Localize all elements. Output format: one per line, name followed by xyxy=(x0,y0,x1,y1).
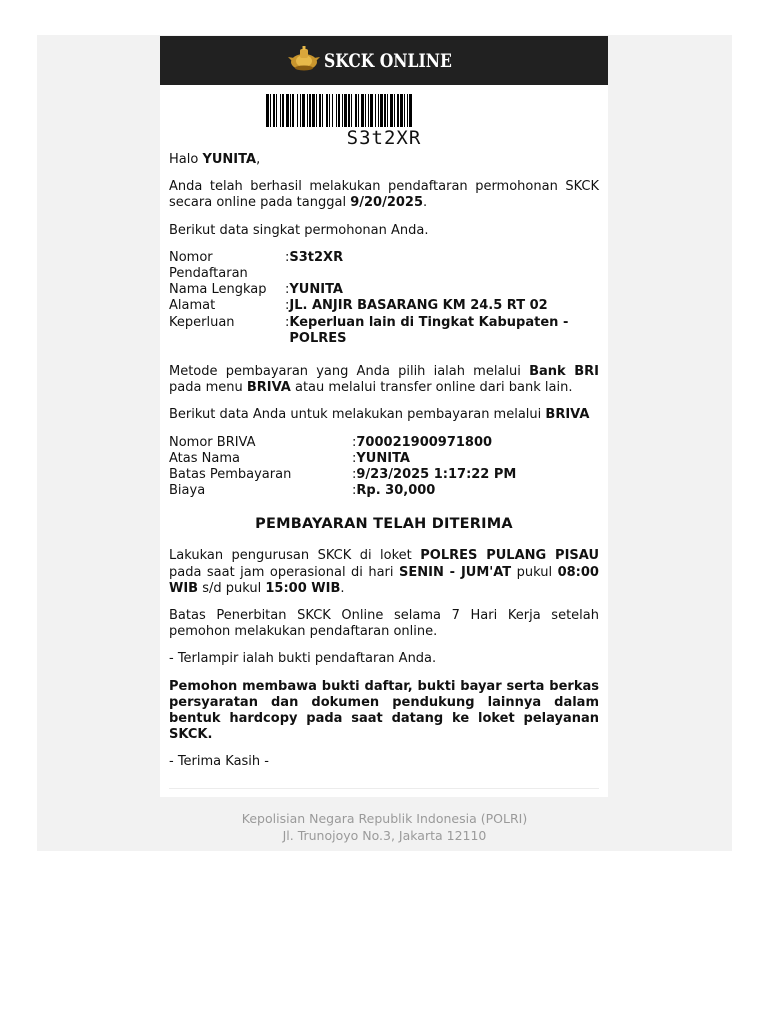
skck-logo xyxy=(288,45,480,77)
footer-address: Jl. Trunojoyo No.3, Jakarta 12110 xyxy=(282,827,487,843)
intro-end: . xyxy=(423,195,428,211)
row-value: YUNITA xyxy=(289,282,343,298)
row-separator: : xyxy=(285,314,290,330)
table-row xyxy=(169,451,516,467)
payment-method-text: Metode pembayaran yang Anda pilih ialah melalui xyxy=(169,364,530,380)
table-row xyxy=(169,282,599,298)
email-card xyxy=(160,36,608,797)
payment-method-text: pada menu xyxy=(169,380,247,396)
table-row xyxy=(169,467,516,483)
payment-method-paragraph xyxy=(169,364,599,396)
barcode-image xyxy=(266,94,502,127)
payment-method-text: atau melalui transfer online dari bank lain. xyxy=(290,380,573,396)
row-separator: : xyxy=(352,483,357,499)
service-office: POLRES PULANG PISAU xyxy=(420,548,600,564)
intro-paragraph xyxy=(169,179,599,211)
row-value: S3t2XR xyxy=(289,249,344,265)
table-row xyxy=(169,315,599,347)
payment-table xyxy=(169,435,516,500)
payment-intro-method: BRIVA xyxy=(545,407,590,423)
instructions-text: . xyxy=(340,580,345,596)
table-row xyxy=(169,298,599,314)
table-row xyxy=(169,483,516,499)
greeting-prefix: Halo xyxy=(169,152,203,167)
email-header xyxy=(160,36,608,85)
registration-barcode xyxy=(160,94,608,149)
table-row xyxy=(169,250,599,282)
registration-date: 9/20/2025 xyxy=(350,195,424,211)
polri-emblem-icon xyxy=(288,45,320,77)
table-row xyxy=(169,435,516,451)
instructions-text: Lakukan pengurusan SKCK di loket xyxy=(169,548,421,564)
instructions-text: pukul xyxy=(511,564,558,580)
row-separator: : xyxy=(352,450,357,466)
greeting-suffix: , xyxy=(256,152,261,167)
row-value: Rp. 30,000 xyxy=(356,483,436,499)
row-separator: : xyxy=(352,434,357,450)
payment-intro xyxy=(169,407,599,423)
row-label: Nama Lengkap xyxy=(169,282,267,298)
instructions-text: pada saat jam operasional di hari xyxy=(169,564,399,580)
row-separator: : xyxy=(285,249,290,265)
payment-intro-text: Berikut data Anda untuk melakukan pembayaran melalui xyxy=(169,407,546,423)
email-footer xyxy=(37,811,732,844)
brand-title: SKCK ONLINE xyxy=(324,49,452,72)
row-label: Biaya xyxy=(169,483,206,499)
row-value: Keperluan lain di Tingkat Kabupaten - POLRES xyxy=(289,314,569,346)
application-table xyxy=(169,250,599,347)
row-label: Batas Pembayaran xyxy=(169,467,292,483)
reminder-note: Pemohon membawa bukti daftar, bukti bayar serta berkas persyaratan dan dokumen pendukung lainnya dalam bentuk hardcopy pada saat datang ke loket pelayanan SKCK. xyxy=(169,678,599,743)
service-days: SENIN - JUM'AT xyxy=(398,564,512,580)
intro-text: Anda telah berhasil melakukan pendaftaran permohonan SKCK secara online pada tanggal xyxy=(169,179,599,211)
row-label: Keperluan xyxy=(169,314,235,330)
summary-intro: Berikut data singkat permohonan Anda. xyxy=(169,222,429,238)
payment-menu: BRIVA xyxy=(246,380,291,396)
row-value: 9/23/2025 1:17:22 PM xyxy=(356,467,517,483)
email-background xyxy=(37,35,732,851)
row-value: JL. ANJIR BASARANG KM 24.5 RT 02 xyxy=(289,298,548,314)
row-label: Nomor Pendaftaran xyxy=(169,249,248,282)
attachment-note: - Terlampir ialah bukti pendaftaran Anda. xyxy=(169,651,437,667)
instructions-paragraph xyxy=(169,548,599,597)
closing-text: - Terima Kasih - xyxy=(169,754,269,770)
row-separator: : xyxy=(352,467,357,483)
row-value: 700021900971800 xyxy=(356,434,493,450)
payment-status-title: PEMBAYARAN TELAH DITERIMA xyxy=(255,516,513,533)
barcode-code: S3t2XR xyxy=(346,127,422,149)
email-body xyxy=(160,152,608,789)
deadline-note: Batas Penerbitan SKCK Online selama 7 Hari Kerja setelah pemohon melakukan pendaftaran online. xyxy=(169,608,599,640)
greeting-name: YUNITA xyxy=(202,152,257,167)
row-label: Nomor BRIVA xyxy=(169,434,256,450)
service-start-time: 08:00 WIB xyxy=(169,564,599,596)
greeting xyxy=(169,152,599,168)
row-label: Atas Nama xyxy=(169,450,240,466)
payment-bank: Bank BRI xyxy=(529,364,599,380)
row-separator: : xyxy=(285,298,290,314)
row-value: YUNITA xyxy=(356,450,410,466)
instructions-text: s/d pukul xyxy=(198,580,266,596)
row-label: Alamat xyxy=(169,298,216,314)
row-separator: : xyxy=(285,282,290,298)
service-end-time: 15:00 WIB xyxy=(265,580,341,596)
content-divider xyxy=(169,788,599,789)
footer-organization: Kepolisian Negara Republik Indonesia (POLRI) xyxy=(241,811,528,826)
